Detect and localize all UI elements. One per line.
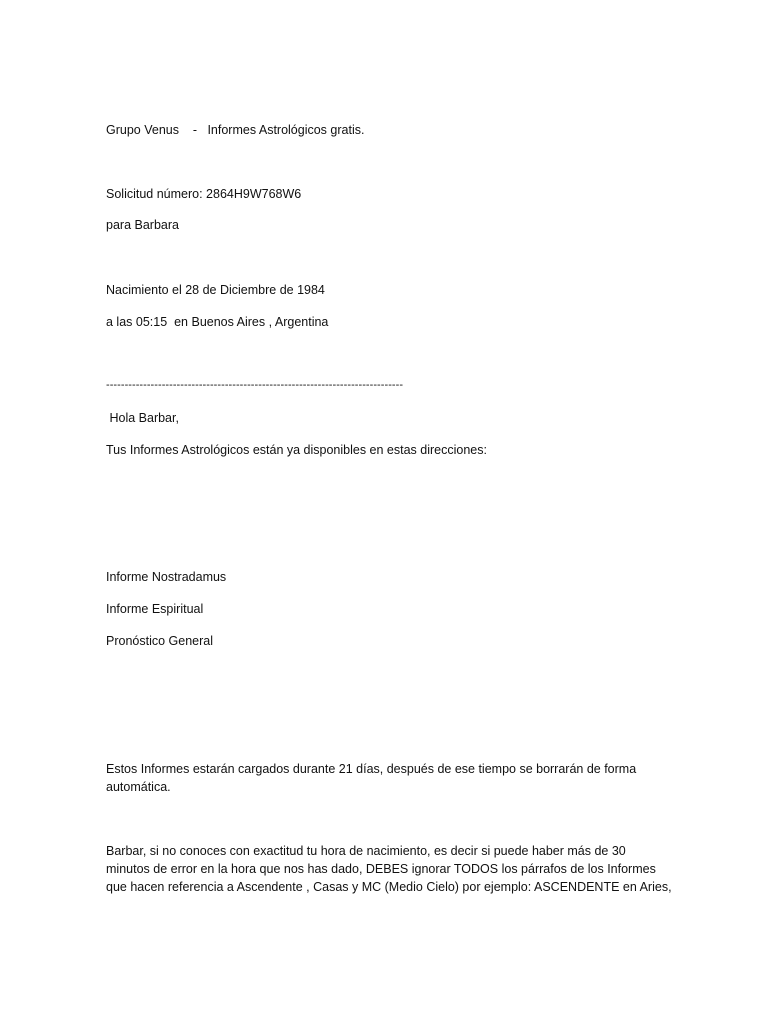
document-title: Grupo Venus - Informes Astrológicos gratis. [106, 123, 365, 137]
report-link-pronostico[interactable]: Pronóstico General [106, 634, 214, 648]
expiry-notice [106, 760, 666, 796]
warning-line: que hacen referencia a Ascendente , Casas y MC (Medio Cielo) por ejemplo: ASCENDENTE en Aries, [106, 880, 672, 894]
birth-time-place: a las 05:15 en Buenos Aires , Argentina [106, 315, 329, 329]
expiry-notice-line: Estos Informes estarán cargados durante 21 días, después de ese tiempo se borrarán de forma [106, 762, 637, 776]
report-link-nostradamus[interactable]: Informe Nostradamus [106, 570, 227, 584]
expiry-notice-line: automática. [106, 780, 171, 794]
request-number: Solicitud número: 2864H9W768W6 [106, 187, 302, 201]
intro-text: Tus Informes Astrológicos están ya disponibles en estas direcciones: [106, 443, 487, 457]
request-recipient: para Barbara [106, 218, 179, 232]
report-link-espiritual[interactable]: Informe Espiritual [106, 602, 204, 616]
greeting: Hola Barbar, [106, 411, 179, 425]
birth-date: Nacimiento el 28 de Diciembre de 1984 [106, 283, 325, 297]
birth-time-warning [106, 842, 672, 896]
warning-line: minutos de error en la hora que nos has dado, DEBES ignorar TODOS los párrafos de los Informes [106, 862, 656, 876]
warning-line: Barbar, si no conoces con exactitud tu hora de nacimiento, es decir si puede haber más de 30 [106, 844, 626, 858]
divider-line: -------------------------------------------------------------------------------- [106, 379, 404, 391]
